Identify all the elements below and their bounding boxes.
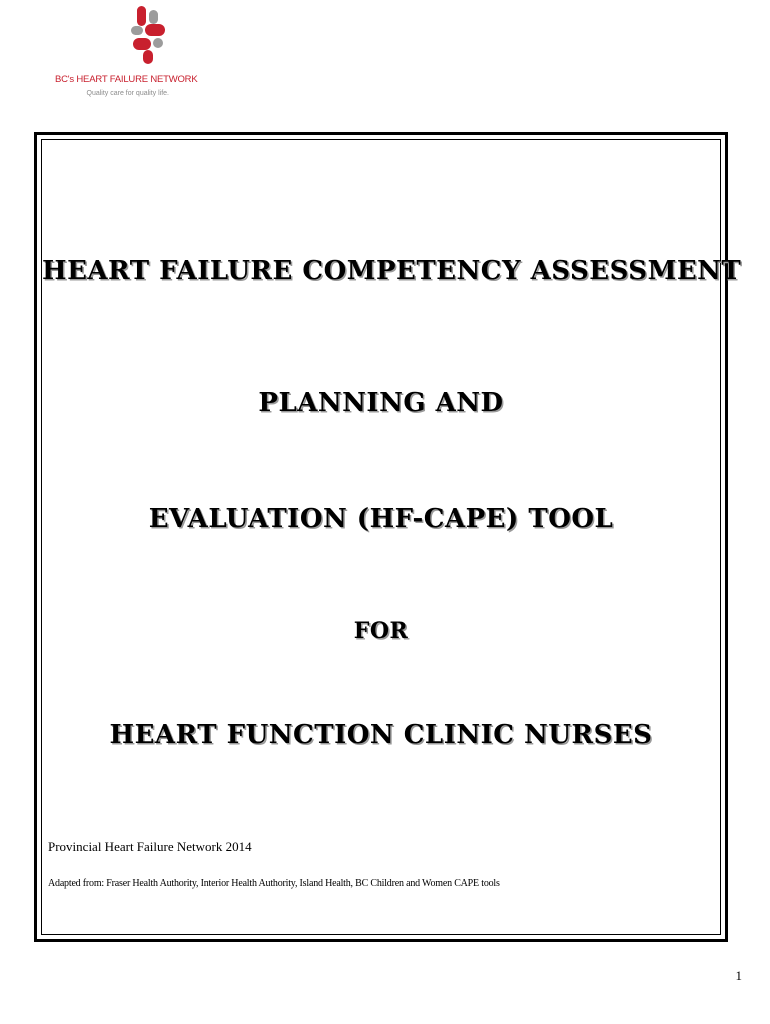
logo-name: BC's HEART FAILURE NETWORK	[55, 74, 198, 85]
title-line-5: HEART FUNCTION CLINIC NURSES	[109, 720, 653, 750]
page-number: 1	[735, 968, 742, 983]
title-line-2: PLANNING AND	[258, 388, 504, 418]
title-line-3: EVALUATION (HF-CAPE) TOOL	[148, 504, 614, 534]
credit-adapted-from: Adapted from: Fraser Health Authority, Interior Health Authority, Island Health, BC Children and Women CAPE tools	[48, 878, 500, 889]
title-frame	[34, 132, 742, 942]
title-line-1: HEART FAILURE COMPETENCY ASSESSMENT	[42, 256, 742, 286]
logo	[55, 4, 198, 108]
logo-tagline: Quality care for quality life.	[86, 90, 169, 97]
title-line-4: FOR	[353, 618, 409, 644]
heart-network-logo-icon	[129, 4, 169, 66]
title-frame-inner	[41, 139, 742, 935]
credit-organization: Provincial Heart Failure Network 2014	[48, 839, 252, 854]
